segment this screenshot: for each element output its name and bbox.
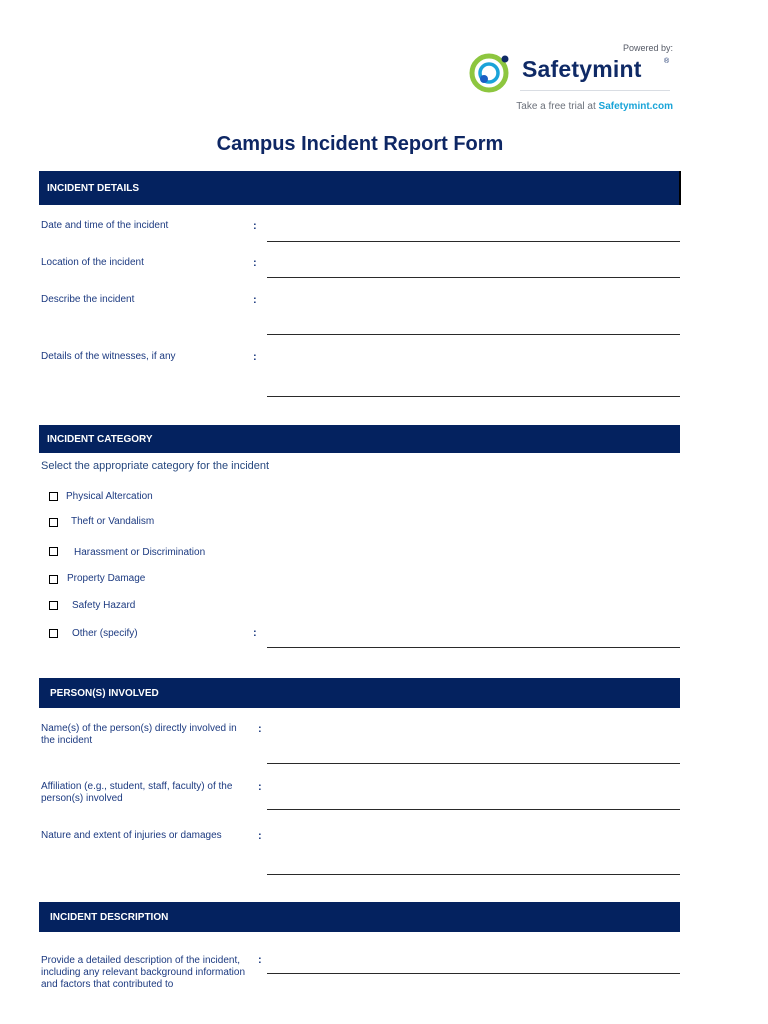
witnesses-input-line[interactable] — [267, 396, 680, 397]
field-colon: : — [258, 830, 262, 842]
option-label-theft-vandalism: Theft or Vandalism — [71, 516, 155, 527]
safetymint-logo-icon — [467, 52, 515, 94]
option-label-other: Other (specify) — [72, 628, 138, 639]
field-colon: : — [258, 781, 262, 793]
brand-logo-text: Safetymint — [522, 56, 642, 82]
date-time-input-line[interactable] — [267, 241, 680, 242]
brand-divider — [520, 90, 670, 91]
registered-mark: ® — [664, 58, 670, 65]
field-label-location: Location of the incident — [41, 257, 144, 268]
field-colon: : — [258, 723, 262, 735]
checkbox-harassment[interactable] — [49, 547, 58, 556]
category-instruction: Select the appropriate category for the incident — [41, 460, 270, 472]
section-header-incident-category: INCIDENT CATEGORY — [39, 425, 680, 453]
option-label-safety-hazard: Safety Hazard — [72, 600, 136, 611]
field-colon: : — [258, 954, 262, 966]
section-header-incident-description: INCIDENT DESCRIPTION — [39, 902, 680, 932]
field-colon: : — [253, 294, 257, 306]
checkbox-theft-vandalism[interactable] — [49, 518, 58, 527]
field-label-affiliation: Affiliation (e.g., student, staff, faculty) of the person(s) involved — [41, 781, 233, 804]
section-header-incident-details: INCIDENT DETAILS — [39, 171, 681, 205]
page-title: Campus Incident Report Form — [216, 133, 504, 155]
section-header-persons-involved: PERSON(S) INVOLVED — [39, 678, 680, 708]
field-colon: : — [253, 351, 257, 363]
checkbox-safety-hazard[interactable] — [49, 601, 58, 610]
injuries-input-line[interactable] — [267, 874, 680, 875]
checkbox-property-damage[interactable] — [49, 575, 58, 584]
free-trial-label: Take a free trial at — [516, 101, 599, 112]
field-label-date-time: Date and time of the incident — [41, 220, 169, 231]
other-specify-input-line[interactable] — [267, 647, 680, 648]
names-input-line[interactable] — [267, 763, 680, 764]
detailed-description-input-line[interactable] — [267, 973, 680, 974]
checkbox-other[interactable] — [49, 629, 58, 638]
field-label-names: Name(s) of the person(s) directly involved in the incident — [41, 723, 237, 746]
powered-by-label: Powered by: — [622, 43, 673, 53]
field-colon: : — [253, 220, 257, 232]
option-label-physical-altercation: Physical Altercation — [66, 491, 153, 502]
field-label-detailed-description: Provide a detailed description of the incident, including any relevant background information and factors that contributed to — [41, 955, 246, 990]
safetymint-link[interactable]: Safetymint.com — [598, 101, 673, 112]
affiliation-input-line[interactable] — [267, 809, 680, 810]
option-label-property-damage: Property Damage — [67, 573, 146, 584]
option-label-harassment: Harassment or Discrimination — [74, 547, 206, 558]
field-colon: : — [253, 627, 257, 639]
field-colon: : — [253, 257, 257, 269]
describe-input-line[interactable] — [267, 334, 680, 335]
checkbox-physical-altercation[interactable] — [49, 492, 58, 501]
location-input-line[interactable] — [267, 277, 680, 278]
field-label-describe: Describe the incident — [41, 294, 135, 305]
field-label-witnesses: Details of the witnesses, if any — [41, 351, 176, 362]
free-trial-text — [440, 101, 673, 112]
field-label-injuries: Nature and extent of injuries or damages — [41, 830, 222, 841]
